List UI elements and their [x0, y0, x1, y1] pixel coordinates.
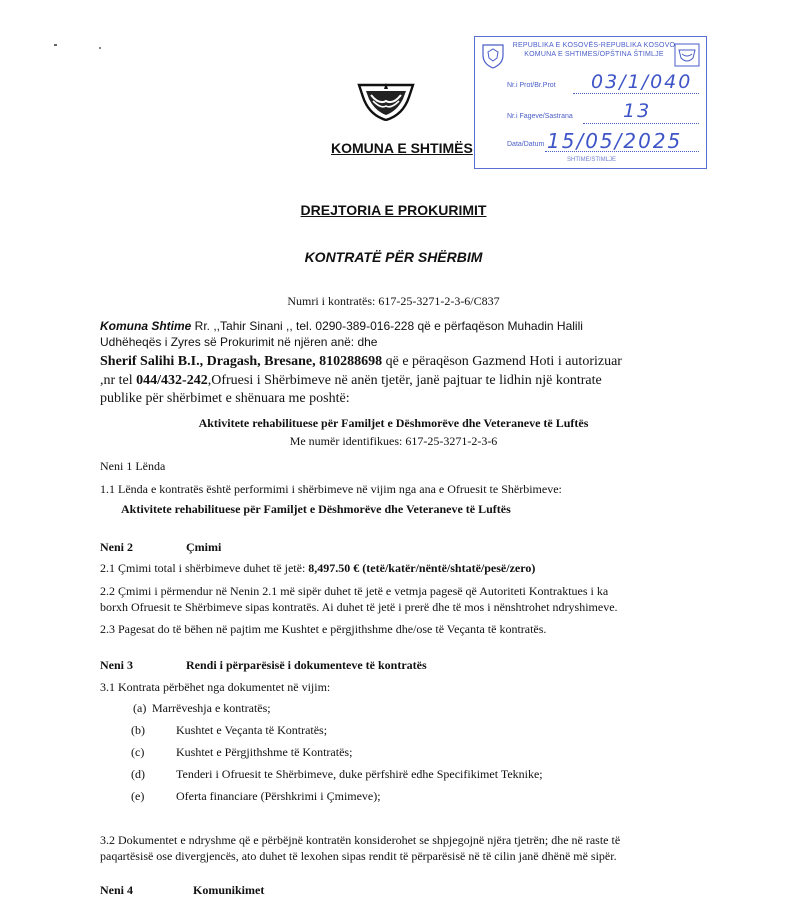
article3-paragraph1: 3.1 Kontrata përbëhet nga dokumentet në vijim: [100, 680, 331, 694]
article2-paragraph2-line2: borxh Ofruesit te Shërbimeve sipas kontratës. Ai duhet të jetë i prerë dhe të mos i nënshtrohet ndryshimeve. [100, 600, 618, 614]
list-item-b-marker: (b) [131, 723, 145, 737]
kosovo-coat-of-arms-icon [481, 43, 505, 69]
article1-subject: Aktivitete rehabilituese për Familjet e Dëshmorëve dhe Veteraneve të Luftës [121, 502, 511, 516]
stamp-header-line2: KOMUNA E SHTIMES/OPŠTINA ŠTIMLJE [524, 51, 664, 58]
list-item-c-marker: (c) [131, 745, 145, 759]
price-label: 2.1 Çmimi total i shërbimeve duhet të jetë: [100, 561, 309, 575]
article4-title: Komunikimet [193, 883, 265, 897]
party2-line1 [100, 354, 622, 370]
subject-title: Aktivitete rehabilituese për Familjet e Dëshmorëve dhe Veteraneve të Luftës [198, 416, 589, 430]
article3-paragraph2-line1: 3.2 Dokumentet e ndryshme që e përbëjnë kontratën konsiderohet se shpjegojnë njëra tjetrën; dhe në raste të [100, 833, 621, 847]
article2-paragraph2-line1: 2.2 Çmimi i përmendur në Nenin 2.1 më sipër duhet të jetë e vetmja pagesë që Autoriteti Kontraktues i ka [100, 584, 609, 598]
article2-paragraph3: 2.3 Pagesat do të bëhen në pajtim me Kushtet e përgjithshme dhe/ose të Veçanta të kontratës. [100, 622, 547, 636]
document-title: KONTRATË PËR SHËRBIM [304, 249, 483, 265]
stamp-footer: SHTIME/ŠTIMLJE [567, 157, 617, 163]
scan-speck [99, 47, 101, 49]
directorate-heading: DREJTORIA E PROKURIMIT [300, 202, 487, 218]
price-in-words: € (tetë/katër/nëntë/shtatë/pesë/zero) [350, 561, 536, 575]
contract-number: Numri i kontratës: 617-25-3271-2-3-6/C837 [287, 294, 500, 308]
stamp-protocol-line [573, 93, 699, 94]
party2-name: Sherif Salihi B.I., Dragash, Bresane, 810288698 [100, 354, 383, 369]
registry-stamp [474, 36, 707, 169]
article3-title: Rendi i përparësisë i dokumenteve të kontratës [186, 658, 427, 672]
list-item-a-marker: (a) [133, 701, 147, 715]
article2-paragraph1 [100, 561, 535, 576]
list-item-c-text: Kushtet e Përgjithshme të Kontratës; [176, 745, 353, 759]
article3-number: Neni 3 [100, 658, 133, 672]
stamp-header [509, 41, 679, 59]
stamp-pages-value: 13 [623, 100, 652, 122]
article1-paragraph1: 1.1 Lënda e kontratës është performimi i shërbimeve në vijim nga ana e Ofruesit te Shërbimeve: [100, 482, 562, 496]
article2-number: Neni 2 [100, 540, 133, 554]
stamp-protocol-label: Nr.i Prot/Br.Prot [507, 82, 556, 89]
list-item-e-marker: (e) [131, 789, 145, 803]
party2-line2 [100, 373, 602, 389]
stamp-date-label: Data/Datum [507, 141, 545, 148]
party1-details: Rr. ,,Tahir Sinani ,, tel. 0290-389-016-228 që e përfaqëson Muhadin Halili [191, 319, 583, 333]
party2-tel-prefix: ,nr tel [100, 373, 137, 388]
list-item-d-text: Tenderi i Ofruesit te Shërbimeve, duke përfshirë edhe Specifikimet Teknike; [176, 767, 543, 781]
party2-role: ,Ofruesi i Shërbimeve në anën tjetër, janë pajtuar te lidhin një kontrate [207, 373, 602, 388]
stamp-header-line1: REPUBLIKA E KOSOVËS-REPUBLIKA KOSOVO [512, 42, 676, 49]
article1-heading: Neni 1 Lënda [100, 459, 166, 473]
article4-number: Neni 4 [100, 883, 133, 897]
party1-line1 [100, 319, 583, 333]
party2-representative: që e përaqëson Gazmend Hoti i autorizuar [382, 354, 622, 369]
party1-name: Komuna Shtime [100, 319, 192, 333]
stamp-pages-line [583, 123, 699, 124]
list-item-e-text: Oferta financiare (Përshkrimi i Çmimeve); [176, 789, 381, 803]
party1-line2: Udhëheqës i Zyres së Prokurimit në njëren anë: dhe [100, 335, 378, 349]
municipality-heading: KOMUNA E SHTIMËS [331, 140, 473, 156]
stamp-pages-label: Nr.i Fageve/Sastrana [507, 113, 573, 120]
identifier-line: Me numër identifikues: 617-25-3271-2-3-6 [289, 434, 498, 448]
stamp-date-value: 15/05/2025 [547, 129, 683, 153]
scan-speck [54, 44, 57, 46]
article3-paragraph2-line2: paqartësisë ose divergjencës, ato duhet të lexohen sipas rendit të përparësisë në të cilin janë dhënë më sipër. [100, 849, 617, 863]
list-item-b-text: Kushtet e Veçanta të Kontratës; [176, 723, 328, 737]
list-item-a-text: Marrëveshja e kontratës; [152, 701, 271, 715]
party2-line3: publike për shërbimet e shënuara me poshtë: [100, 391, 350, 406]
article2-title: Çmimi [186, 540, 222, 554]
stamp-protocol-value: 03/1/040 [591, 71, 693, 93]
list-item-d-marker: (d) [131, 767, 145, 781]
municipality-emblem [357, 79, 415, 121]
price-amount: 8,497.50 [308, 561, 351, 575]
party2-tel: 044/432-242 [136, 373, 208, 388]
